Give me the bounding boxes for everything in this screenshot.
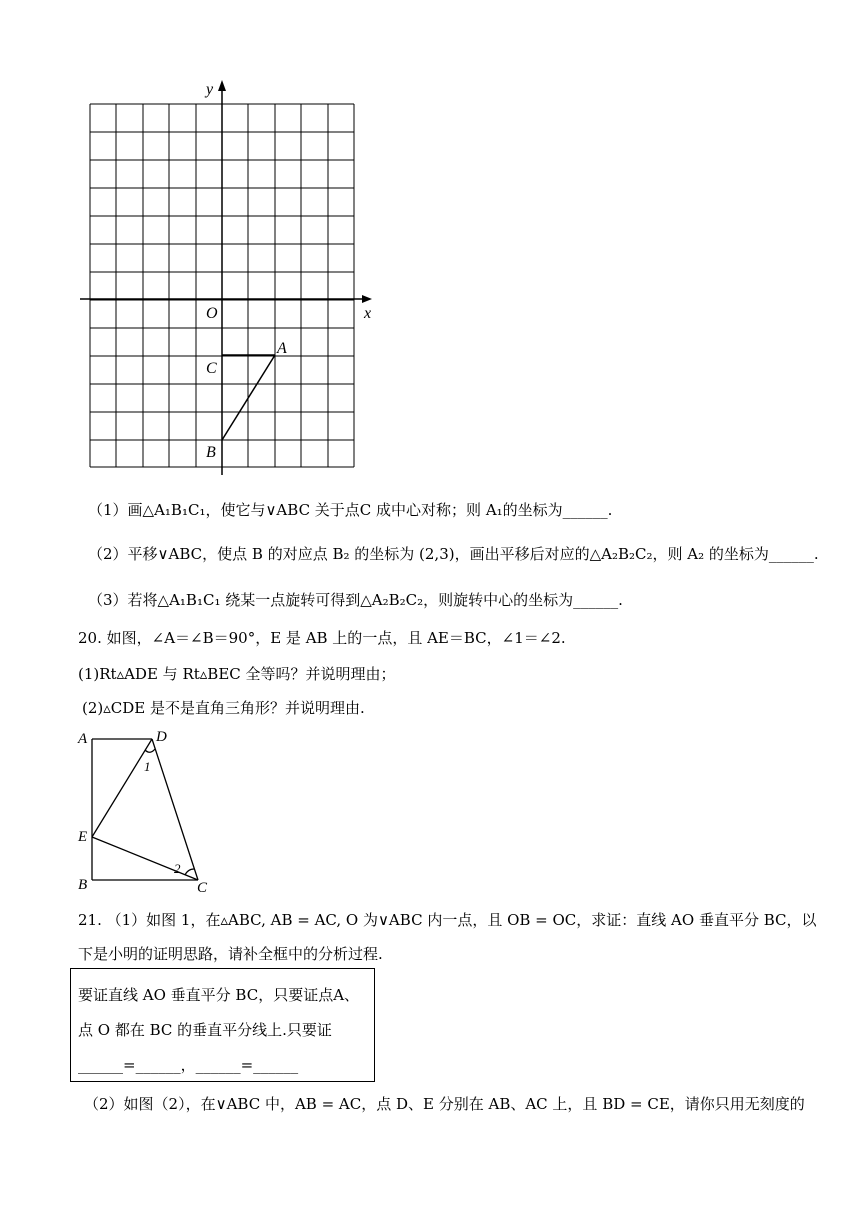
- point-label-b: B: [78, 877, 88, 893]
- angle-label-2: 2: [174, 861, 181, 876]
- axis-label-y: y: [206, 81, 214, 98]
- q20-figure: [70, 725, 220, 895]
- x-axis-arrow-icon: [362, 295, 372, 303]
- q20-sub1: (1)Rt▵ADE 与 Rt▵BEC 全等吗？并说明理由；: [78, 665, 396, 683]
- point-label-c: C: [206, 360, 217, 377]
- y-axis-arrow-icon: [218, 80, 226, 91]
- point-label-a: A: [277, 340, 287, 357]
- q21-line3: （2）如图（2），在∨ABC 中，AB = AC，点 D、E 分别在 AB、AC 上，且 BD = CE，请你只用无刻度的: [84, 1095, 805, 1113]
- q20-sub2: (2)▵CDE 是不是直角三角形？并说明理由.: [82, 699, 365, 717]
- q21-line2: 下是小明的证明思路，请补全框中的分析过程.: [78, 945, 383, 963]
- angle-label-1: 1: [144, 759, 151, 774]
- angle-1-arc: [145, 749, 155, 752]
- point-label-e: E: [78, 829, 88, 845]
- point-label-b: B: [206, 444, 216, 461]
- analysis-box-line2: 点 O 都在 BC 的垂直平分线上.只要证: [78, 1021, 332, 1039]
- axis-label-x: x: [364, 305, 372, 322]
- coordinate-grid-figure: [70, 70, 390, 480]
- point-label-d: D: [156, 729, 167, 745]
- analysis-box-line1: 要证直线 AO 垂直平分 BC，只要证点A、: [78, 986, 360, 1004]
- origin-label: O: [206, 305, 218, 322]
- q20-stem: 20. 如图，∠A＝∠B＝90°，E 是 AB 上的一点，且 AE＝BC，∠1＝∠2.: [78, 629, 566, 647]
- analysis-box-line3: ______=______，______=______: [78, 1056, 299, 1074]
- q19-part3: （3）若将△A₁B₁C₁ 绕某一点旋转可得到△A₂B₂C₂，则旋转中心的坐标为______.: [88, 591, 623, 609]
- q19-part2: （2）平移∨ABC，使点 B 的对应点 B₂ 的坐标为 (2,3)，画出平移后对应的△A₂B₂C₂，则 A₂ 的坐标为______.: [88, 545, 819, 563]
- q19-part1: （1）画△A₁B₁C₁，使它与∨ABC 关于点C 成中心对称；则 A₁的坐标为______.: [88, 501, 613, 519]
- angle-2-arc: [185, 869, 194, 875]
- point-label-a: A: [78, 731, 88, 747]
- point-label-c: C: [197, 880, 208, 895]
- q21-line1: 21. （1）如图 1，在▵ABC, AB = AC, O 为∨ABC 内一点，且 OB = OC，求证：直线 AO 垂直平分 BC，以: [78, 911, 817, 929]
